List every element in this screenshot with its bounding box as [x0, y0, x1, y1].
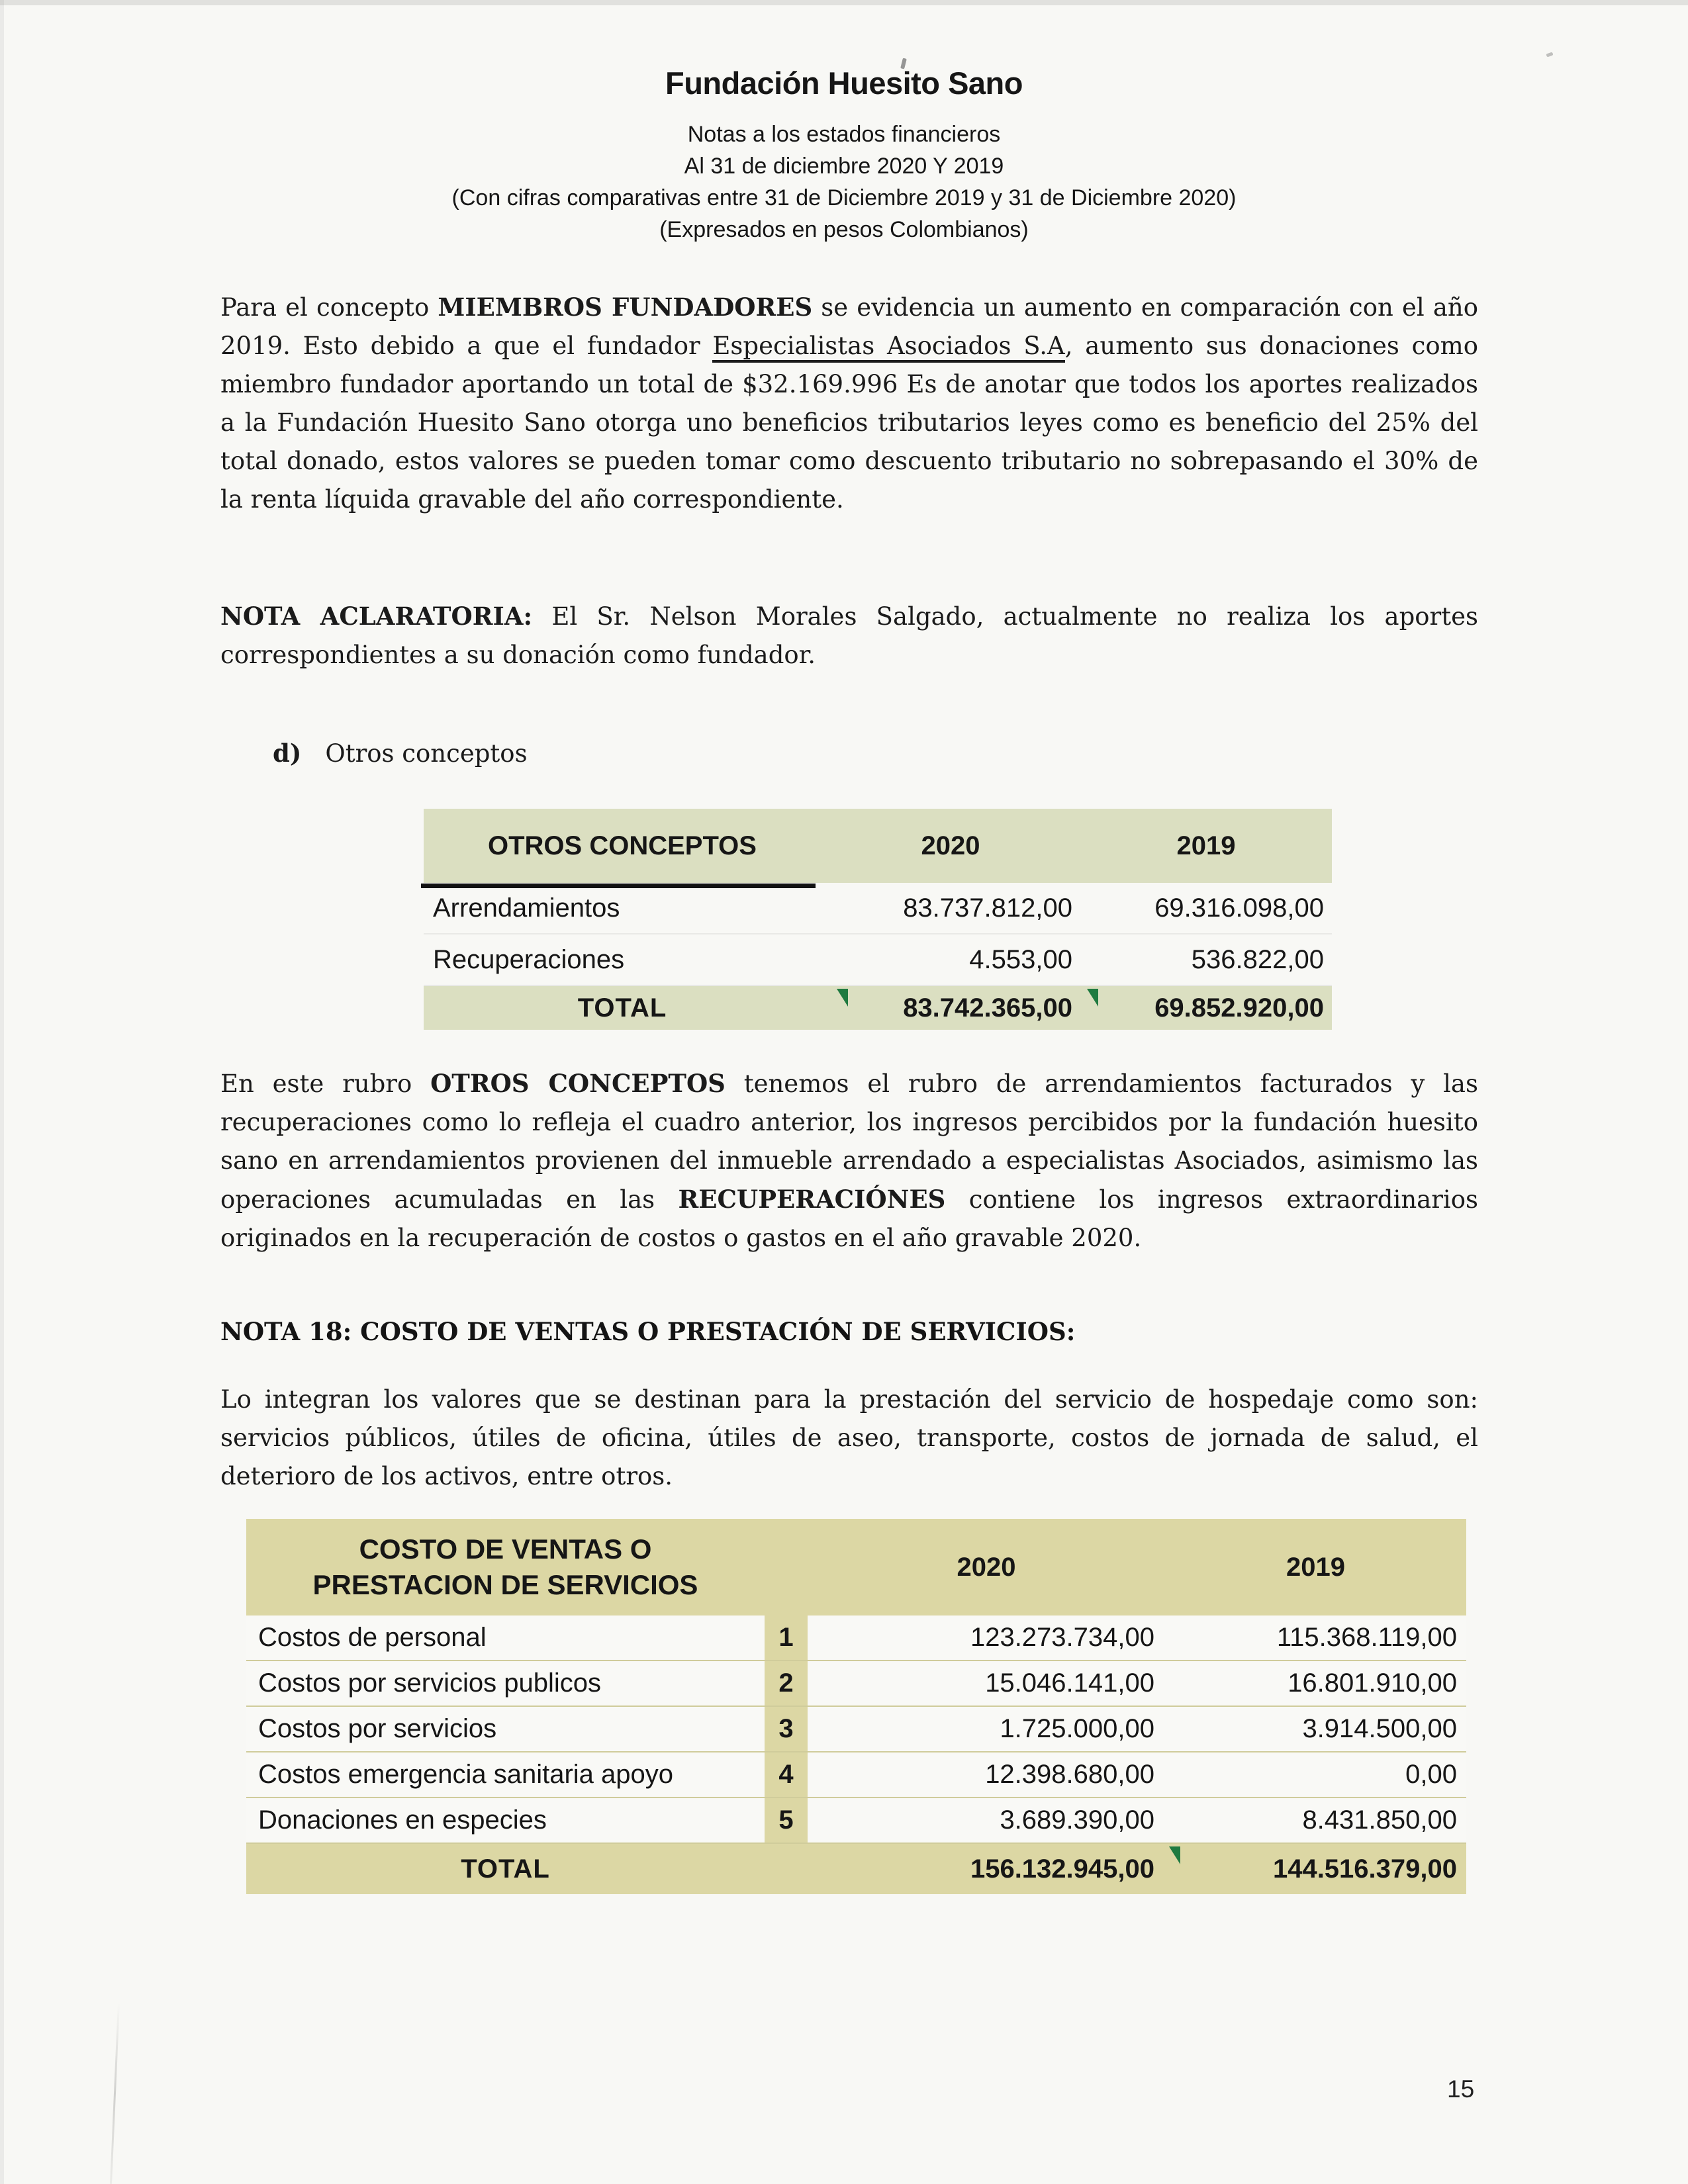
total-index-spacer: [765, 1844, 808, 1894]
column-header-index: [765, 1519, 808, 1615]
scan-edge-top: [0, 0, 1688, 5]
row-number: 4: [778, 1760, 794, 1789]
cell-value-2019: 536.822,00: [1191, 944, 1324, 974]
text-run-underlined: Especialistas Asociados S.A: [712, 332, 1064, 363]
table-otros-conceptos: [424, 809, 1332, 1030]
row-label: Recuperaciones: [433, 944, 625, 974]
total-value-2019: [1080, 986, 1332, 1030]
header-subtitle-line: Notas a los estados financieros: [687, 122, 1001, 147]
row-label: Donaciones en especies: [246, 1798, 765, 1843]
table-body: [246, 1615, 1466, 1844]
list-marker: d): [273, 739, 302, 768]
text-run: Para el concepto: [220, 293, 438, 322]
cell-value-2019: 3.914.500,00: [1165, 1707, 1466, 1751]
list-item-label: Otros conceptos: [325, 739, 528, 768]
excel-flag-icon: [1087, 989, 1098, 1007]
header-subtitle-line: Al 31 de diciembre 2020 Y 2019: [684, 154, 1004, 179]
table-costo-ventas: [246, 1519, 1466, 1894]
cell-value-2020: 83.737.812,00: [903, 893, 1072, 923]
row-label: Costos por servicios publicos: [246, 1661, 765, 1706]
cell-value-2019: 0,00: [1165, 1752, 1466, 1797]
text-run-bold: RECUPERACIÓNES: [678, 1185, 946, 1214]
row-label: Arrendamientos: [433, 893, 620, 923]
text-run: contiene los ingresos extraordinarios originados en la recuperación de costos o gastos en el año gravable 2020.: [220, 1185, 1478, 1252]
cell-value-2019: 69.316.098,00: [1154, 893, 1324, 923]
page-title: Fundación Huesito Sano: [665, 66, 1023, 101]
table-row: [246, 1752, 1466, 1798]
section-heading-nota-18: NOTA 18: COSTO DE VENTAS O PRESTACIÓN DE SERVICIOS:: [220, 1317, 1076, 1346]
scan-edge-left: [0, 0, 4, 2184]
scan-speck: [1546, 52, 1553, 57]
row-label: Costos de personal: [246, 1615, 765, 1660]
table-row: [424, 883, 1332, 934]
text-run: En este rubro: [220, 1069, 431, 1098]
table-total-row: [246, 1844, 1466, 1894]
column-header-otros-conceptos: OTROS CONCEPTOS: [424, 809, 821, 883]
text-run: tenemos el rubro de arrendamientos facturados y las recuperaciones como lo refleja el cuadro anterior, los ingresos percibidos por la fundación huesito sano en arrendamientos provienen del inmueble arrendado a especialistas Asociados, asimismo las operaciones acumuladas en las: [220, 1069, 1478, 1214]
total-label: TOTAL: [577, 993, 667, 1023]
row-label: Costos emergencia sanitaria apoyo: [246, 1752, 765, 1797]
table-body: [424, 883, 1332, 986]
text-run-bold: MIEMBROS FUNDADORES: [438, 293, 813, 322]
cell-value-2019: 115.368.119,00: [1165, 1615, 1466, 1660]
row-label: Costos por servicios: [246, 1707, 765, 1751]
text-run-bold: OTROS CONCEPTOS: [430, 1069, 726, 1098]
cell-value-2019: 16.801.910,00: [1165, 1661, 1466, 1706]
table-row: [246, 1798, 1466, 1844]
cell-value-2020: 12.398.680,00: [808, 1752, 1165, 1797]
total-value-2019: [1165, 1844, 1466, 1894]
column-header-2020: 2020: [921, 831, 980, 860]
paragraph-miembros-fundadores: [220, 288, 1478, 519]
list-item-otros-conceptos: [273, 739, 528, 768]
row-number: 1: [778, 1623, 794, 1652]
total-value-text: 144.516.379,00: [1272, 1854, 1457, 1884]
cell-value-2020: 1.725.000,00: [808, 1707, 1165, 1751]
total-value-text: 83.742.365,00: [903, 993, 1072, 1023]
table-row: [246, 1615, 1466, 1661]
total-label: TOTAL: [461, 1854, 550, 1884]
column-header-2020: 2020: [957, 1552, 1016, 1582]
paper-crease: [110, 2003, 120, 2184]
cell-value-2020: 15.046.141,00: [808, 1661, 1165, 1706]
excel-flag-icon: [1169, 1846, 1180, 1864]
table-row: [246, 1661, 1466, 1707]
header-subtitle-line: (Con cifras comparativas entre 31 de Diciembre 2019 y 31 de Diciembre 2020): [451, 185, 1237, 210]
header-subtitle-line: (Expresados en pesos Colombianos): [659, 217, 1029, 242]
cell-value-2020: 3.689.390,00: [808, 1798, 1165, 1843]
cell-value-2020: 4.553,00: [969, 944, 1072, 974]
cell-value-2019: 8.431.850,00: [1165, 1798, 1466, 1843]
document-header: [0, 65, 1688, 246]
total-value-2020: 156.132.945,00: [970, 1854, 1154, 1884]
total-value-2020: [821, 986, 1080, 1030]
row-number: 5: [778, 1805, 794, 1835]
table-total-row: [424, 986, 1332, 1030]
paragraph-nota-aclaratoria: [220, 597, 1478, 674]
text-run: , aumento sus donaciones como miembro fundador aportando un total de $32.169.996 Es de anotar que todos los aportes realizados a la Fundación Huesito Sano otorga uno beneficios tributarios leyes como es beneficio del 25% del total donado, estos valores se pueden tomar como descuento tributario no sobrepasando el 30% de la renta líquida gravable del año correspondiente.: [220, 332, 1479, 514]
column-header-2019: 2019: [1176, 831, 1236, 860]
table-header-row: [246, 1519, 1466, 1615]
text-run: El Sr. Nelson Morales Salgado, actualmente no realiza los aportes correspondientes a su donación como fundador.: [220, 602, 1478, 669]
row-number: 2: [778, 1668, 794, 1698]
column-header-2019: 2019: [1286, 1552, 1345, 1582]
text-run-bold: NOTA ACLARATORIA:: [220, 602, 533, 631]
column-header-costo-ventas: COSTO DE VENTAS O PRESTACION DE SERVICIOS: [312, 1533, 698, 1600]
cell-value-2020: 123.273.734,00: [808, 1615, 1165, 1660]
table-row: [246, 1707, 1466, 1752]
page-number: 15: [1447, 2075, 1475, 2103]
excel-flag-icon: [837, 989, 848, 1007]
paragraph-costo-ventas-intro: Lo integran los valores que se destinan para la prestación del servicio de hospedaje como son: servicios públicos, útiles de oficina, útiles de aseo, transporte, costos de jornada de salud, el deterioro de los activos, entre otros.: [220, 1385, 1478, 1490]
table-header-row: [424, 809, 1332, 883]
table-row: [424, 934, 1332, 986]
text-run: se evidencia un aumento en comparación con el año 2019. Esto debido a que el fundador: [220, 293, 1478, 360]
row-number: 3: [778, 1714, 794, 1743]
paragraph-otros-conceptos: [220, 1064, 1478, 1257]
total-value-text: 69.852.920,00: [1154, 993, 1324, 1023]
